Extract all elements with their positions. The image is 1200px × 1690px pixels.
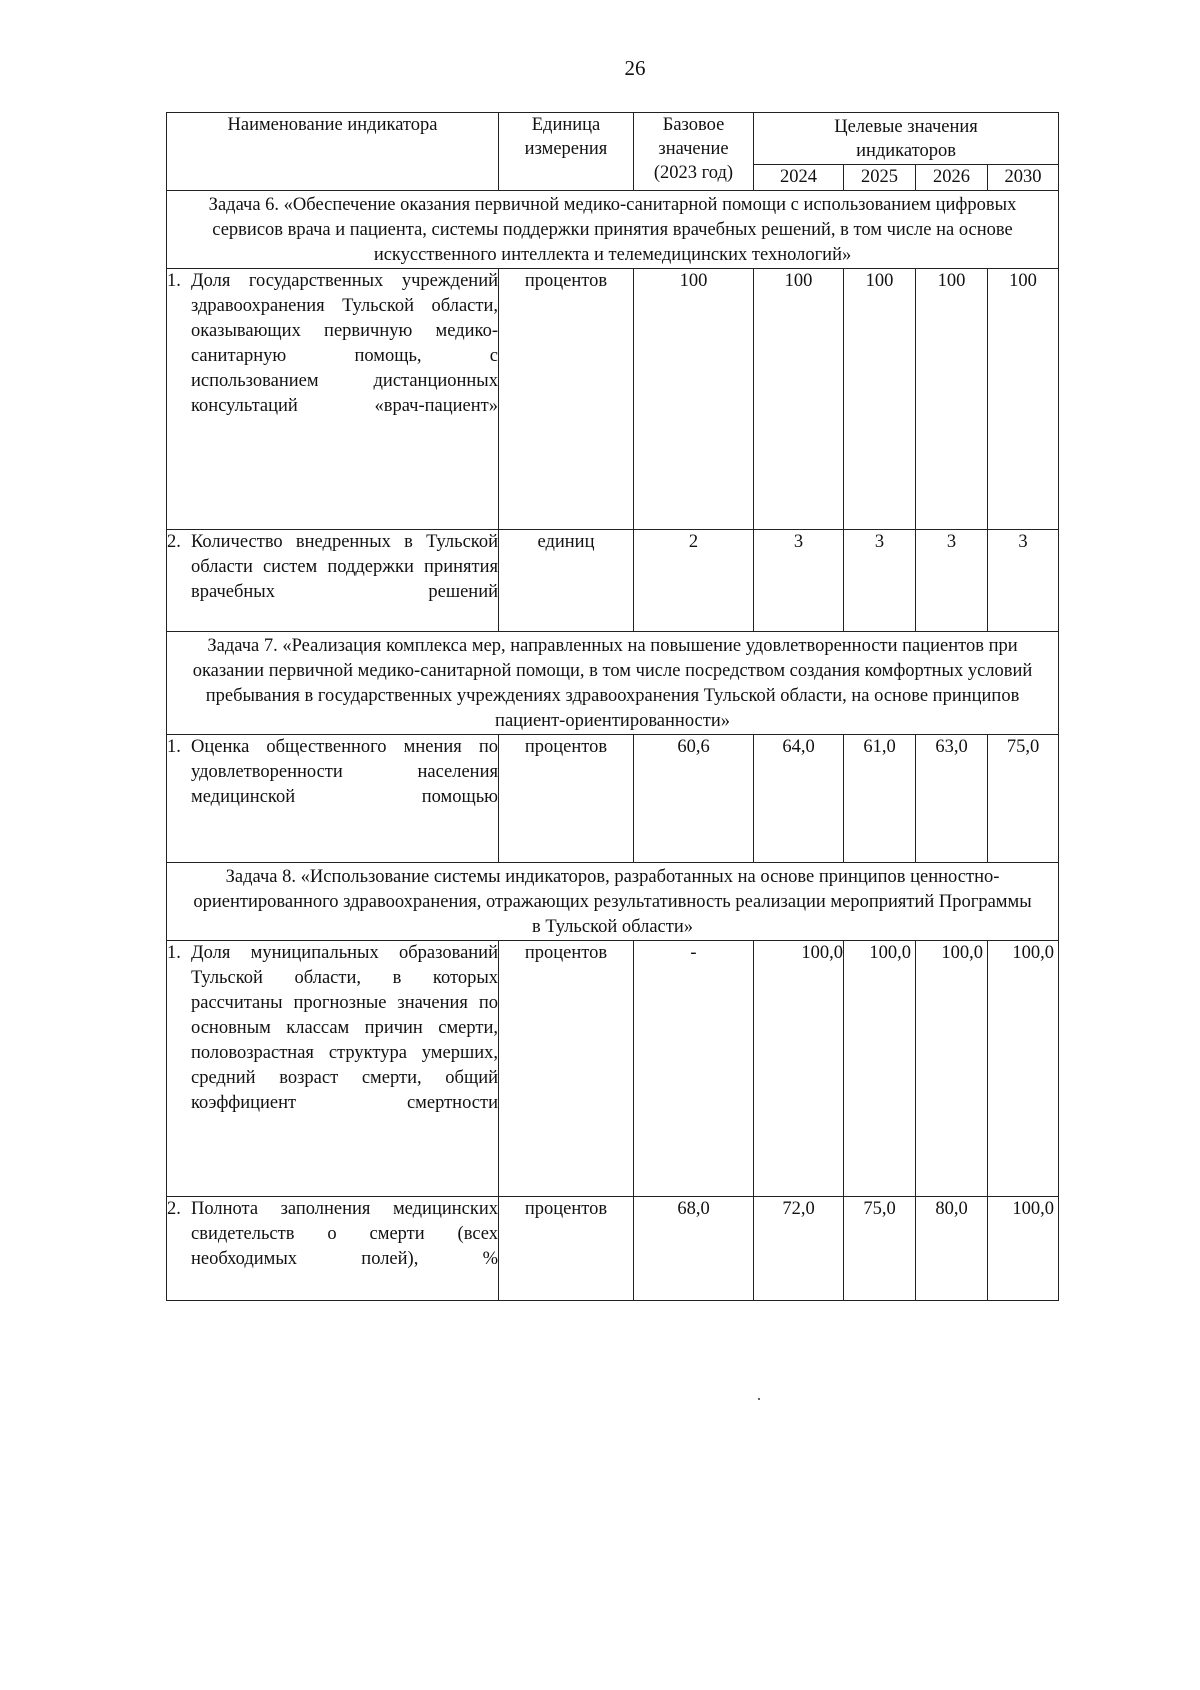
row-8-1-unit: процентов: [499, 941, 634, 1197]
row-8-1-name-cell: [167, 941, 499, 1197]
header-year-2025: 2025: [844, 165, 916, 191]
row-8-1-2026: 100,0: [916, 941, 988, 1197]
row-7-1-base: 60,6: [634, 735, 754, 863]
indicators-table: [166, 112, 1059, 1301]
row-7-1-name-cell: [167, 735, 499, 863]
row-7-1-2024: 64,0: [754, 735, 844, 863]
row-6-2-name: Количество внедренных в Тульской области систем поддержки принятия врачебных решений: [191, 532, 498, 602]
row-6-1-num: 1.: [167, 271, 181, 291]
row-6-1-2026: 100: [916, 269, 988, 530]
task-6-title: Задача 6. «Обеспечение оказания первичной медико-санитарной помощи с использованием цифровых сервисов врача и пациента, системы поддержки принятия врачебных решений, в том числе на основе искусственного интеллекта и телемедицинских технологий»: [167, 191, 1059, 269]
row-7-1-unit: процентов: [499, 735, 634, 863]
row-8-1-name: Доля муниципальных образований Тульской области, в которых рассчитаны прогнозные значения по основным классам причин смерти, половозрастная структура умерших, средний возраст смерти, общий коэффициент смертности: [191, 943, 498, 1113]
row-8-1-num: 1.: [167, 943, 181, 963]
row-7-1-name: Оценка общественного мнения по удовлетворенности населения медицинской помощью: [191, 737, 498, 807]
header-year-2026: 2026: [916, 165, 988, 191]
row-8-2-2025: 75,0: [844, 1197, 916, 1301]
header-name: Наименование индикатора: [167, 113, 499, 191]
row-8-2-unit: процентов: [499, 1197, 634, 1301]
row-6-1-2025: 100: [844, 269, 916, 530]
row-8-2-name: Полнота заполнения медицинских свидетельств о смерти (всех необходимых полей), %: [191, 1199, 498, 1269]
task-7-title: Задача 7. «Реализация комплекса мер, направленных на повышение удовлетворенности пациентов при оказании первичной медико-санитарной помощи, в том числе посредством создания комфортных условий пребывания в государственных учреждениях здравоохранения Тульской области, на основе принципов пациент-ориентированности»: [167, 632, 1059, 735]
row-8-1-2025: 100,0: [844, 941, 916, 1197]
header-targets: Целевые значения индикаторов: [754, 113, 1059, 165]
row-8-2-name-cell: [167, 1197, 499, 1301]
row-8-1-2024: 100,0: [754, 941, 844, 1197]
row-6-2-2025: 3: [844, 530, 916, 632]
row-6-1-unit: процентов: [499, 269, 634, 530]
page-number: 26: [624, 56, 646, 80]
row-7-1-num: 1.: [167, 737, 181, 757]
row-7-1-2026: 63,0: [916, 735, 988, 863]
row-6-2-2030: 3: [988, 530, 1059, 632]
row-6-1-base: 100: [634, 269, 754, 530]
row-8-1-base: -: [634, 941, 754, 1197]
row-6-1-name: Доля государственных учреждений здравоохранения Тульской области, оказывающих первичную медико-санитарную помощь, с использованием дистанционных консультаций «врач-пациент»: [191, 271, 498, 416]
row-8-2-base: 68,0: [634, 1197, 754, 1301]
row-8-2-2026: 80,0: [916, 1197, 988, 1301]
row-7-1-2025: 61,0: [844, 735, 916, 863]
row-8-2-num: 2.: [167, 1199, 181, 1219]
row-7-1-2030: 75,0: [988, 735, 1059, 863]
row-6-2-2024: 3: [754, 530, 844, 632]
row-6-2-name-cell: [167, 530, 499, 632]
task-8-title: Задача 8. «Использование системы индикаторов, разработанных на основе принципов ценностно-ориентированного здравоохранения, отражающих результативность реализации мероприятий Программы в Тульской области»: [167, 863, 1059, 941]
header-year-2030: 2030: [988, 165, 1059, 191]
row-8-1-2030: 100,0: [988, 941, 1059, 1197]
row-6-1-2030: 100: [988, 269, 1059, 530]
row-8-2-2024: 72,0: [754, 1197, 844, 1301]
header-base: Базовое значение (2023 год): [634, 113, 754, 191]
row-6-2-num: 2.: [167, 532, 181, 552]
row-6-2-2026: 3: [916, 530, 988, 632]
row-8-2-2030: 100,0: [988, 1197, 1059, 1301]
header-year-2024: 2024: [754, 165, 844, 191]
header-unit: Единица измерения: [499, 113, 634, 191]
row-6-2-unit: единиц: [499, 530, 634, 632]
row-6-2-base: 2: [634, 530, 754, 632]
stray-mark: [758, 1398, 760, 1400]
row-6-1-2024: 100: [754, 269, 844, 530]
row-6-1-name-cell: [167, 269, 499, 530]
